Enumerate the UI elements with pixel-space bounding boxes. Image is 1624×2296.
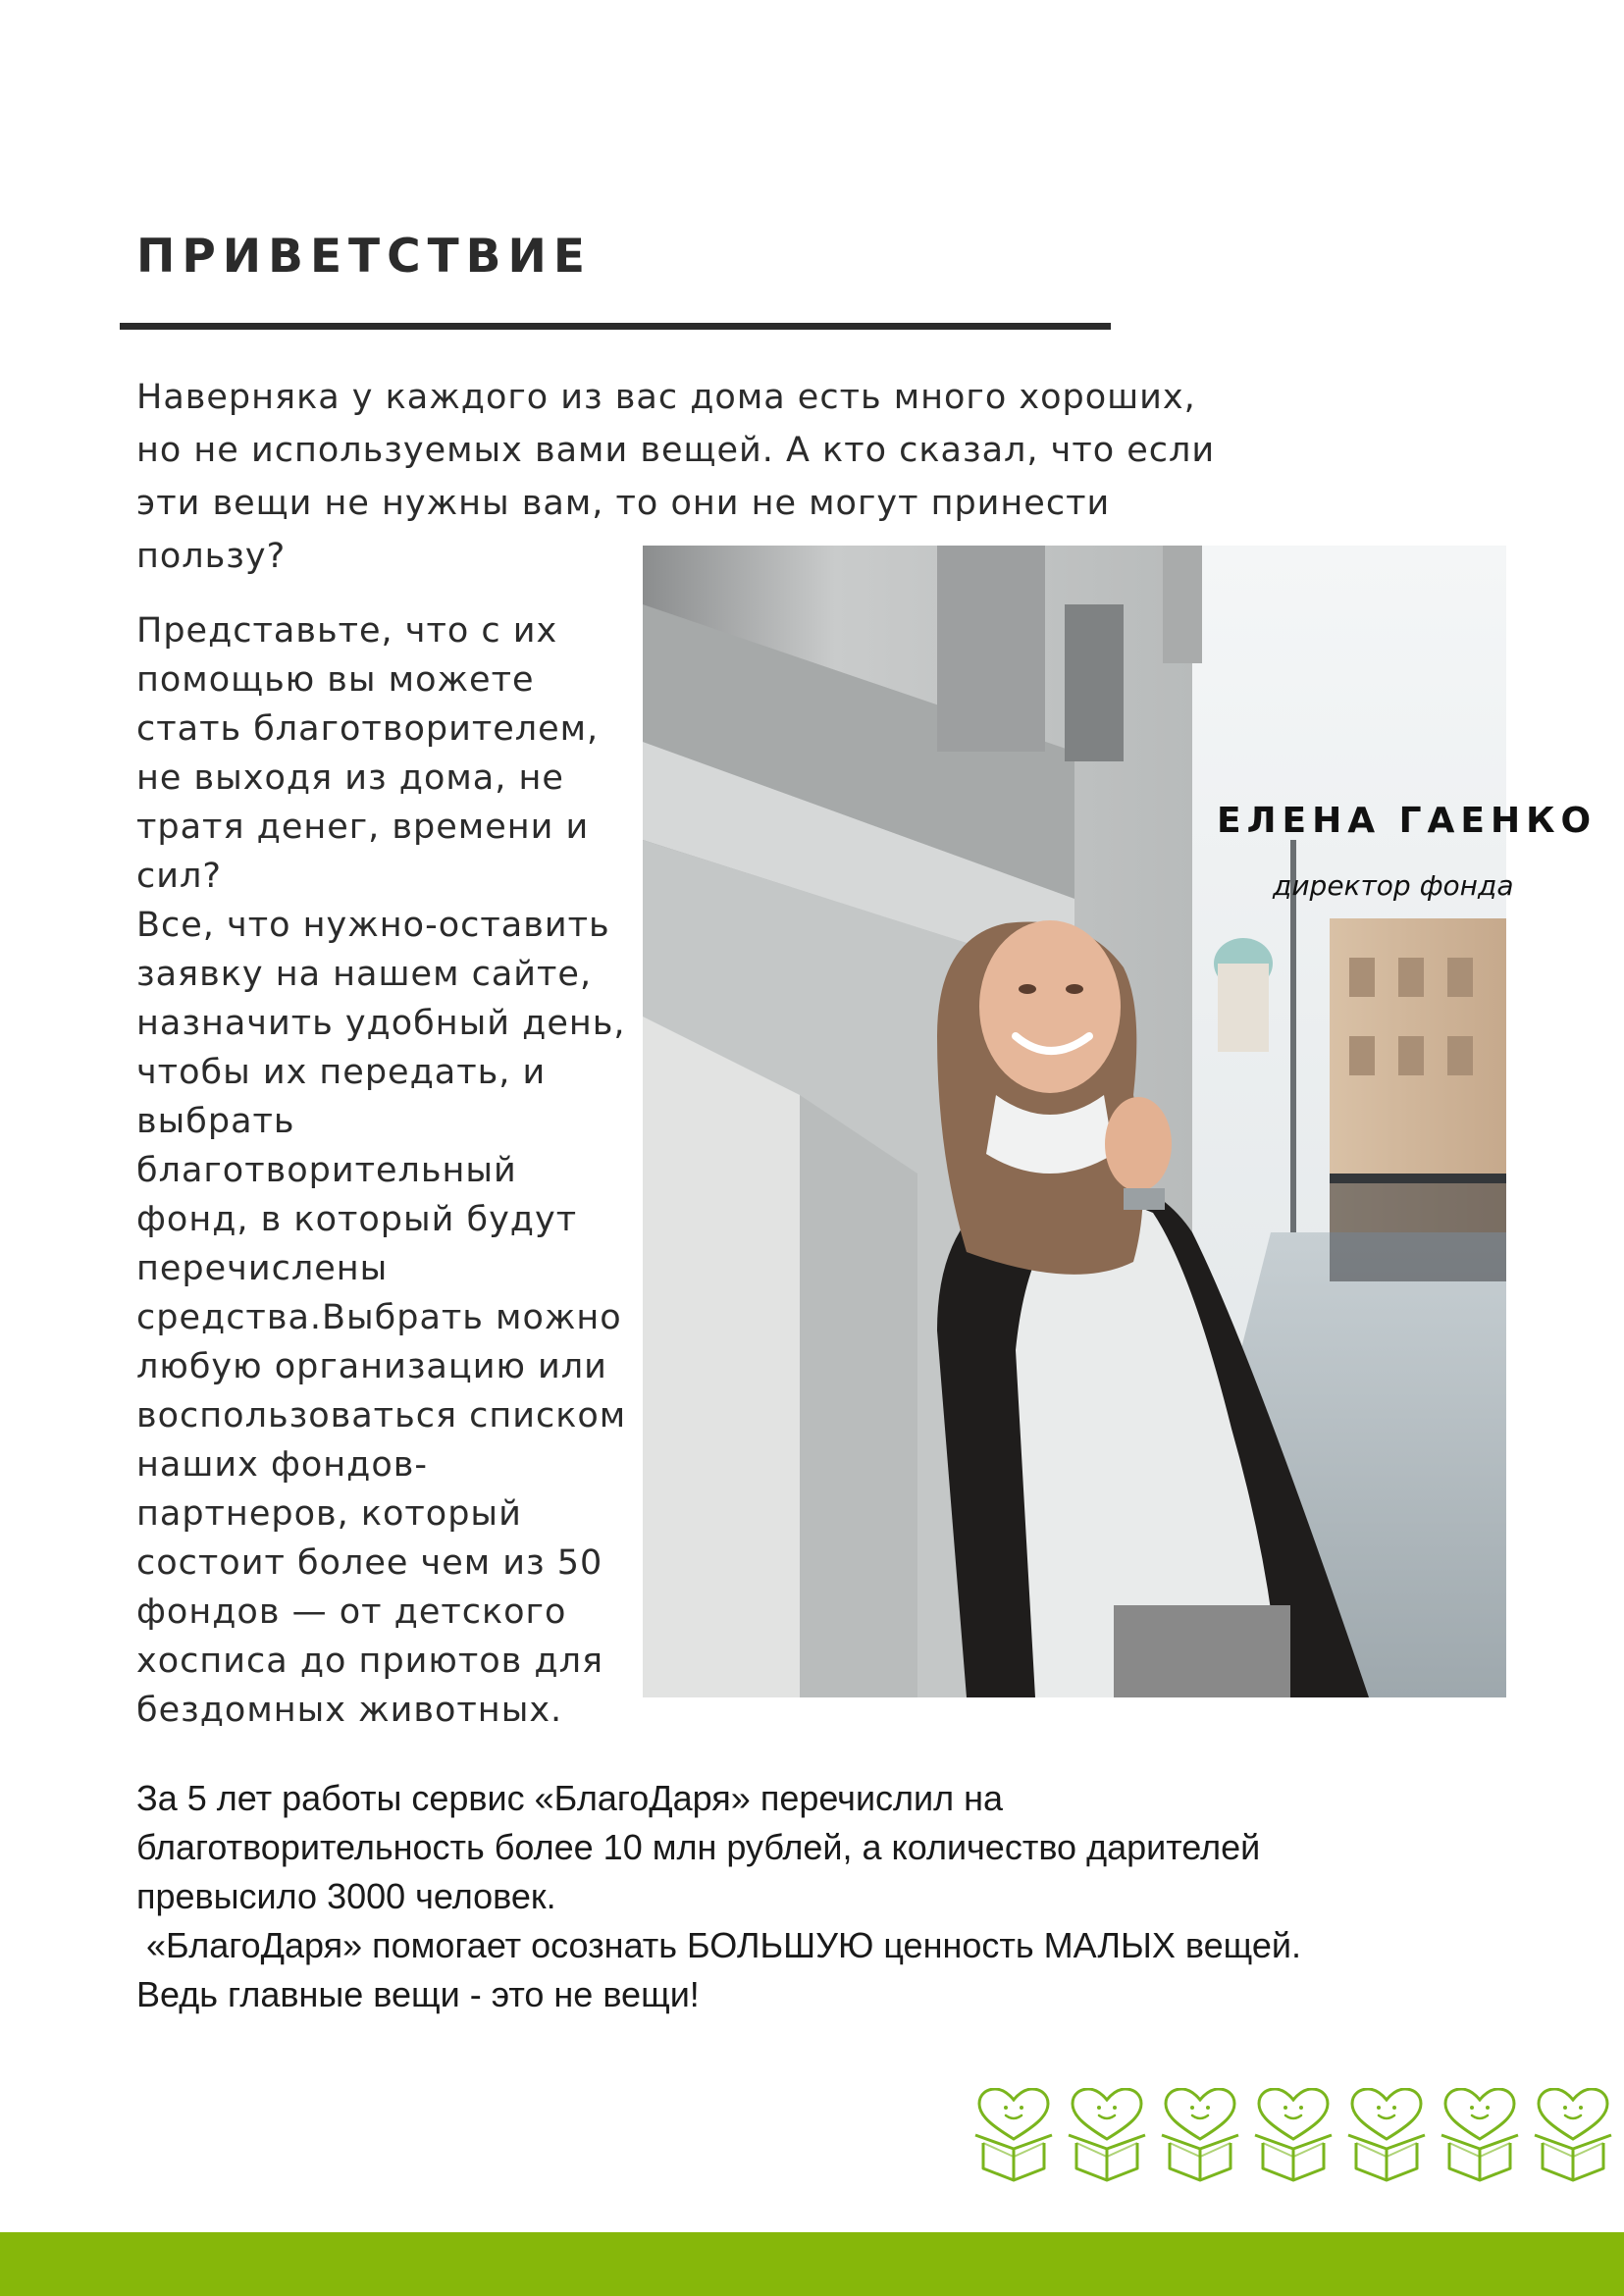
body-paragraph-1 [136,606,647,901]
closing-line: превысило 3000 человек. [136,1876,556,1916]
heart-box-icon [971,2088,1056,2182]
body-column [136,606,647,1735]
director-role: директор фонда [1273,869,1514,902]
title-divider [120,323,1111,330]
photo-hand [1105,1097,1172,1191]
body-line: благотворительный [136,1151,517,1190]
closing-line: Ведь главные вещи - это не вещи! [136,1974,700,2014]
body-line: назначить удобный день, [136,1004,626,1043]
heart-box-icon [1531,2088,1615,2182]
body-line: любую организацию или [136,1347,607,1386]
body-line: чтобы их передать, и [136,1053,547,1092]
body-line: Все, что нужно-оставить [136,906,610,945]
body-line: не выходя из дома, не [136,758,564,798]
heart-box-icon [1251,2088,1336,2182]
body-line: сил? [136,857,222,896]
closing-line: «БлагоДаря» помогает осознать БОЛЬШУЮ ценность МАЛЫХ вещей. [136,1925,1301,1965]
body-line: хосписа до приютов для [136,1642,604,1681]
body-line: наших фондов- [136,1445,429,1485]
heart-box-icon [1065,2088,1149,2182]
intro-line: Наверняка у каждого из вас дома есть много хороших, [136,378,1196,417]
body-line: средства.Выбрать можно [136,1298,622,1337]
intro-line: но не используемых вами вещей. А кто сказал, что если [136,431,1216,470]
body-line: партнеров, который [136,1494,522,1534]
director-name: ЕЛЕНА ГАЕНКО [1217,801,1598,841]
director-photo [643,546,1506,1697]
body-paragraph-2 [136,901,647,1735]
body-line: Представьте, что с их [136,611,558,651]
closing-line: За 5 лет работы сервис «БлагоДаря» перечислил на [136,1778,1004,1818]
body-line: состоит более чем из 50 [136,1543,603,1583]
body-line: фонд, в который будут [136,1200,578,1239]
body-line: перечислены [136,1249,389,1288]
body-line: фондов — от детского [136,1592,567,1632]
heart-box-icon [1158,2088,1242,2182]
page-title: ПРИВЕТСТВИЕ [136,230,592,284]
body-line: выбрать [136,1102,295,1141]
closing-line: благотворительность более 10 млн рублей, а количество дарителей [136,1827,1261,1867]
body-line: стать благотворителем, [136,709,600,749]
body-line: заявку на нашем сайте, [136,955,593,994]
body-line: воспользоваться списком [136,1396,627,1435]
intro-line: пользу? [136,537,287,576]
body-line: тратя денег, времени и [136,808,590,847]
heart-box-icon [1344,2088,1429,2182]
heart-box-icon [1438,2088,1522,2182]
body-line: помощью вы можете [136,660,535,700]
footer-accent-bar [0,2232,1624,2296]
photo-face [979,920,1121,1093]
closing-paragraph [136,1774,1441,2019]
intro-line: эти вещи не нужны вам, то они не могут принести [136,484,1111,523]
heart-box-icon-row [971,2088,1619,2186]
body-line: бездомных животных. [136,1691,563,1730]
